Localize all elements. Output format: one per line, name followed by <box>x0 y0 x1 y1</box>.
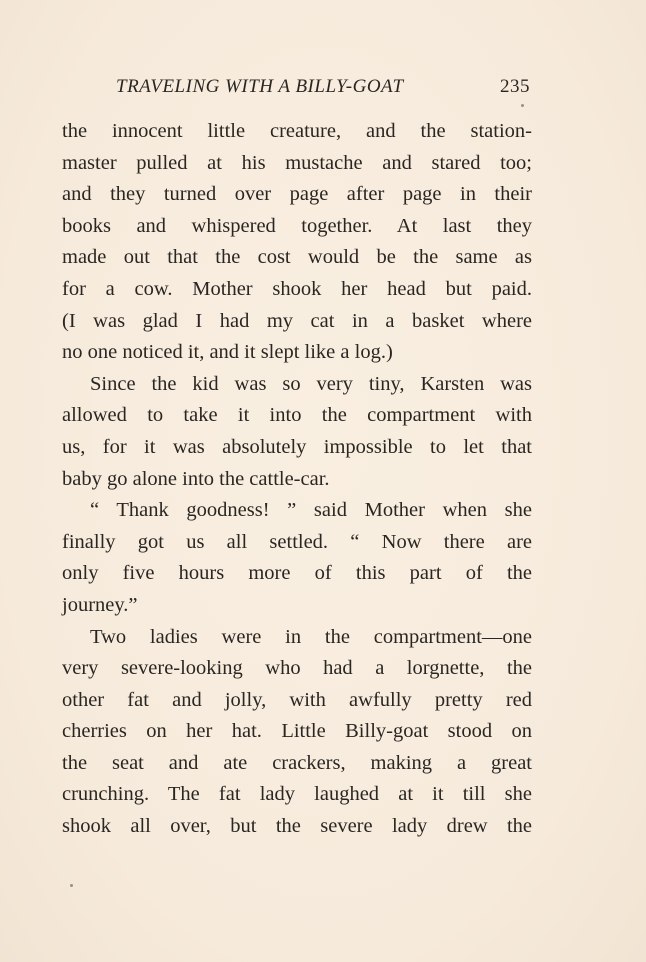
text-line: allowed to take it into the compartment with <box>62 404 532 427</box>
text-line: shook all over, but the severe lady drew the <box>62 815 532 838</box>
speck-mark <box>70 884 73 887</box>
text-line: other fat and jolly, with awfully pretty red <box>62 688 532 711</box>
text-line: (I was glad I had my cat in a basket where <box>62 309 532 332</box>
running-header <box>116 76 530 104</box>
text-line: crunching. The fat lady laughed at it till she <box>62 783 532 806</box>
text-line: and they turned over page after page in their <box>62 183 532 206</box>
text-line: books and whispered together. At last they <box>62 214 532 237</box>
running-title: TRAVELING WITH A BILLY-GOAT <box>116 76 404 97</box>
text-line: no one noticed it, and it slept like a log.) <box>62 341 393 364</box>
text-line: cherries on her hat. Little Billy-goat stood on <box>62 720 532 743</box>
text-line: master pulled at his mustache and stared too; <box>62 151 532 174</box>
text-line: the innocent little creature, and the station- <box>62 120 532 142</box>
page-number: 235 <box>500 76 530 97</box>
text-line: very severe-looking who had a lorgnette, the <box>62 657 532 680</box>
speck-mark <box>521 104 524 107</box>
text-line: for a cow. Mother shook her head but paid. <box>62 277 532 300</box>
text-line: Since the kid was so very tiny, Karsten was <box>90 372 532 395</box>
text-line: the seat and ate crackers, making a great <box>62 751 532 774</box>
text-line: only five hours more of this part of the <box>62 562 532 585</box>
text-line: “ Thank goodness! ” said Mother when she <box>90 499 532 522</box>
text-line: baby go alone into the cattle-car. <box>62 467 330 490</box>
text-line: journey.” <box>62 593 138 616</box>
body-text <box>62 116 532 843</box>
text-line: Two ladies were in the compartment—one <box>90 625 532 648</box>
text-line: us, for it was absolutely impossible to let that <box>62 435 532 458</box>
text-line: made out that the cost would be the same as <box>62 246 532 269</box>
text-line: finally got us all settled. “ Now there are <box>62 530 532 553</box>
